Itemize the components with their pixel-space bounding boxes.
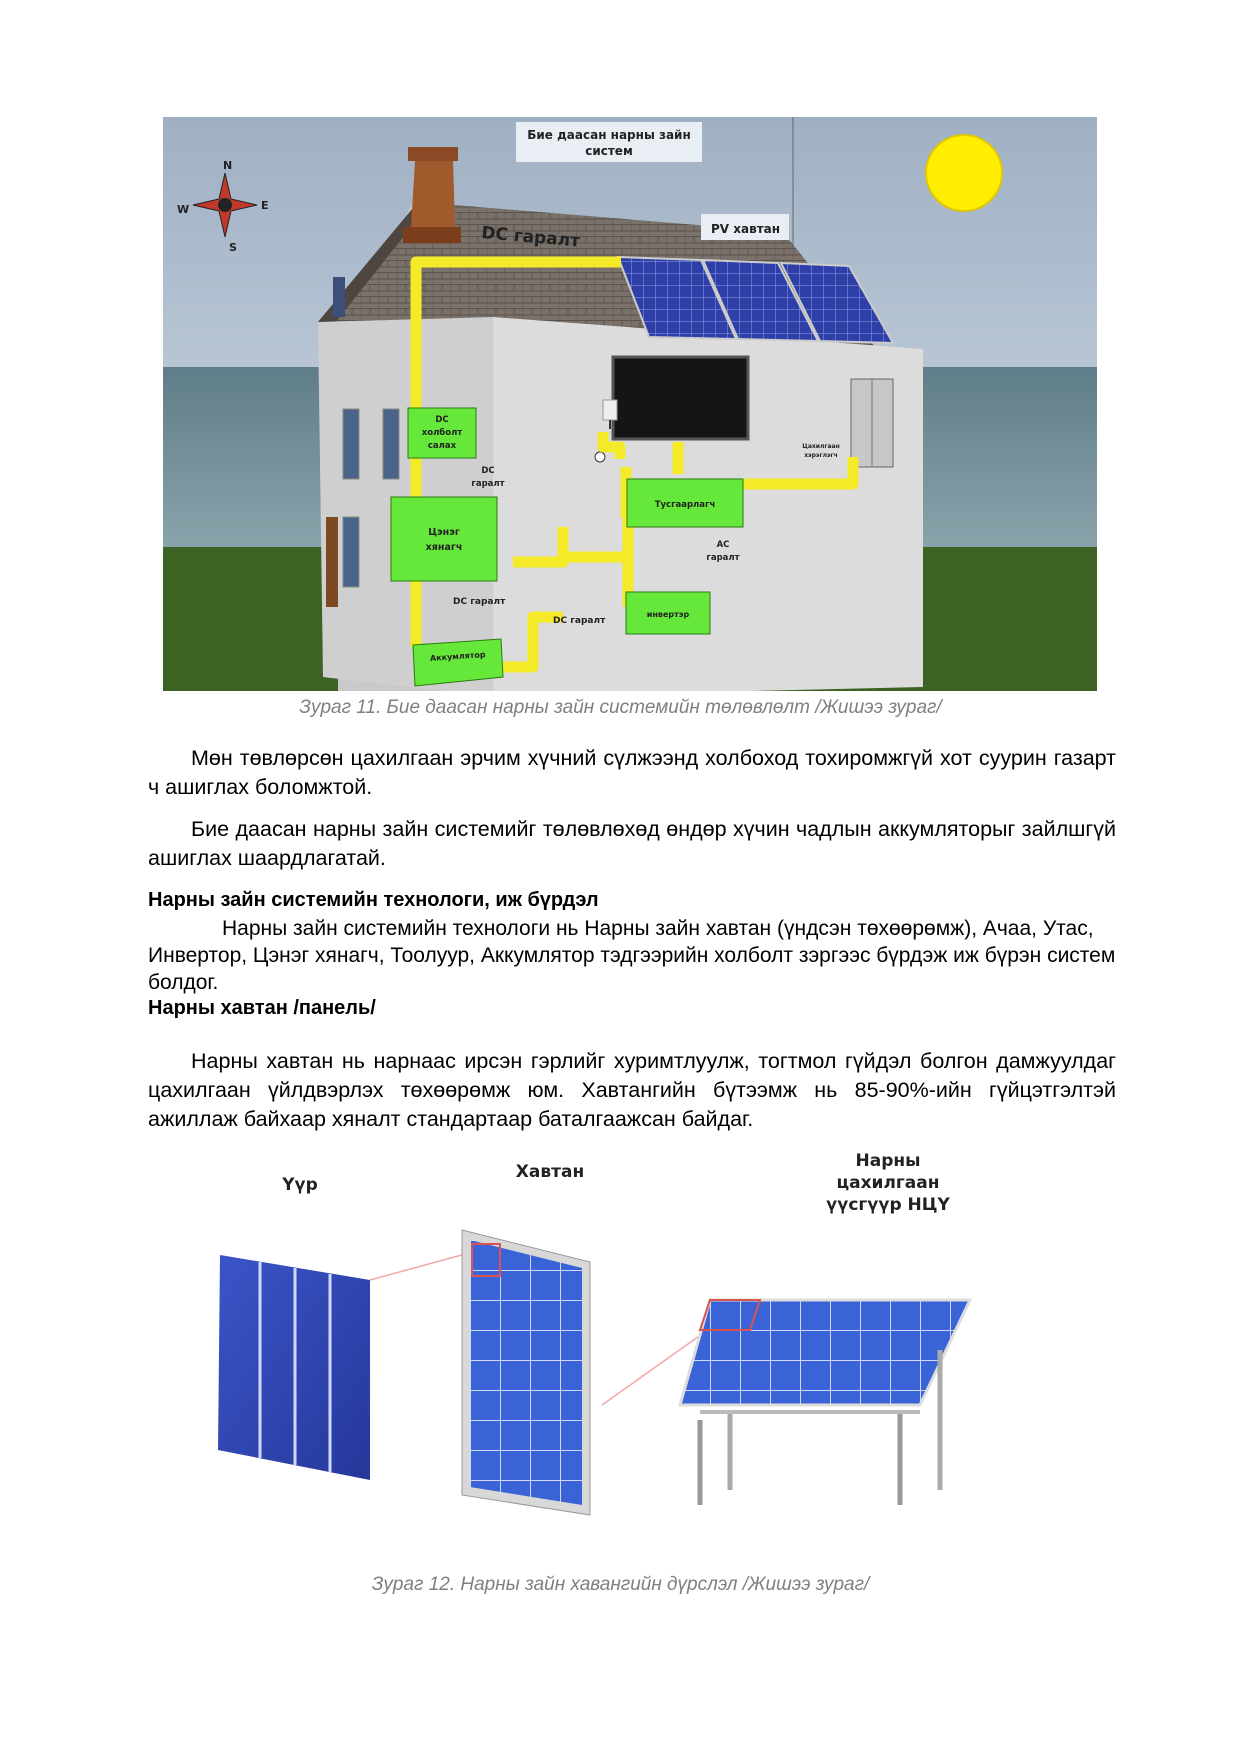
label-ac-out: AC <box>716 540 730 550</box>
dc-disconnect-box <box>408 408 476 458</box>
label-cell: Үүр <box>282 1175 318 1195</box>
svg-text:E: E <box>261 199 269 212</box>
figure-11-caption: Зураг 11. Бие даасан нарны зайн системийн төлөвлөлт /Жишээ зураг/ <box>299 697 942 718</box>
svg-text:N: N <box>223 159 233 172</box>
charge-controller-box <box>391 497 497 581</box>
heading-technology: Нарны зайн системийн технологи, иж бүрдэл <box>148 889 599 911</box>
solar-cell-panel-array-illustration <box>200 1150 1060 1530</box>
paragraph-2: Бие даасан нарны зайн системийг төлөвлөхөд өндөр хүчин чадлын аккумляторыг зайлшгүй ашиглах шаардлагатай. <box>148 817 1116 870</box>
label-consumers: Цахилгаан <box>802 443 840 450</box>
svg-text:гаралт: гаралт <box>706 553 740 563</box>
svg-text:Аккумлятор: Аккумлятор <box>429 650 486 663</box>
solar-cell-icon <box>218 1255 370 1480</box>
solar-array-icon <box>680 1300 970 1505</box>
svg-text:гаралт: гаралт <box>471 479 505 489</box>
svg-text:салах: салах <box>427 441 457 451</box>
svg-text:Цэнэг: Цэнэг <box>428 527 460 538</box>
pv-panels <box>618 257 893 343</box>
svg-text:S: S <box>229 241 237 254</box>
paragraph-1: Мөн төвлөрсөн цахилгаан эрчим хүчний сүлжээнд холбоход тохиромжгүй хот суурин газарт ч ашиглах боломжтой. <box>148 746 1116 799</box>
figure-12-caption: Зураг 12. Нарны зайн хавангийн дүрслэл /Жишээ зураг/ <box>371 1574 870 1595</box>
solar-house-illustration <box>163 117 1097 691</box>
figure-11-solar-house <box>163 117 1097 691</box>
label-dc-out-4: DC гаралт <box>553 616 606 626</box>
figure-12-panels <box>200 1150 1060 1530</box>
label-pv-panel: PV хавтан <box>711 222 781 236</box>
svg-text:хянагч: хянагч <box>425 542 463 553</box>
figure-11-title: Бие даасан нарны зайн <box>527 128 691 142</box>
svg-text:инвертэр: инвертэр <box>646 610 690 619</box>
svg-text:Тусгаарлагч: Тусгаарлагч <box>654 500 716 510</box>
label-panel: Хавтан <box>515 1162 585 1182</box>
distributor-box <box>627 479 743 527</box>
inverter-box <box>626 592 710 634</box>
paragraph-3: Нарны зайн системийн технологи нь Нарны зайн хавтан (үндсэн төхөөрөмж), Ачаа, Утас, Инвертор, Цэнэг хянагч, Тоолуур, Аккумлятор тэдгээрийн холболт зэргээс бүрдэж иж бүрэн систем болдог. <box>148 917 1116 994</box>
svg-text:үүсгүүр НЦҮ: үүсгүүр НЦҮ <box>826 1195 950 1215</box>
svg-text:DC: DC <box>435 415 449 425</box>
svg-text:холболт: холболт <box>421 428 463 438</box>
sun-icon <box>926 135 1002 211</box>
label-dc-out-3: DC гаралт <box>453 597 506 607</box>
svg-text:систем: систем <box>585 144 633 158</box>
label-station: Нарны <box>855 1151 921 1171</box>
heading-panel: Нарны хавтан /панель/ <box>148 997 376 1019</box>
svg-text:W: W <box>177 203 190 216</box>
svg-text:хэрэглэгч: хэрэглэгч <box>804 452 838 459</box>
tv-icon <box>613 357 748 439</box>
svg-text:цахилгаан: цахилгаан <box>836 1173 940 1193</box>
paragraph-4: Нарны хавтан нь нарнаас ирсэн гэрлийг хуримтлуулж, тогтмол гүйдэл болгон дамжуулдаг цахилгаан үйлдвэрлэх төхөөрөмж юм. Хавтангийн бүтээмж нь 85-90%-ийн гүйцэтгэлтэй ажиллаж байхаар хяналт стандартаар баталгаажсан байдаг. <box>148 1049 1116 1131</box>
label-dc-out-2: DC <box>481 466 495 476</box>
solar-panel-icon <box>462 1230 590 1515</box>
label-dc-out-roof: DC гаралт <box>480 223 581 252</box>
